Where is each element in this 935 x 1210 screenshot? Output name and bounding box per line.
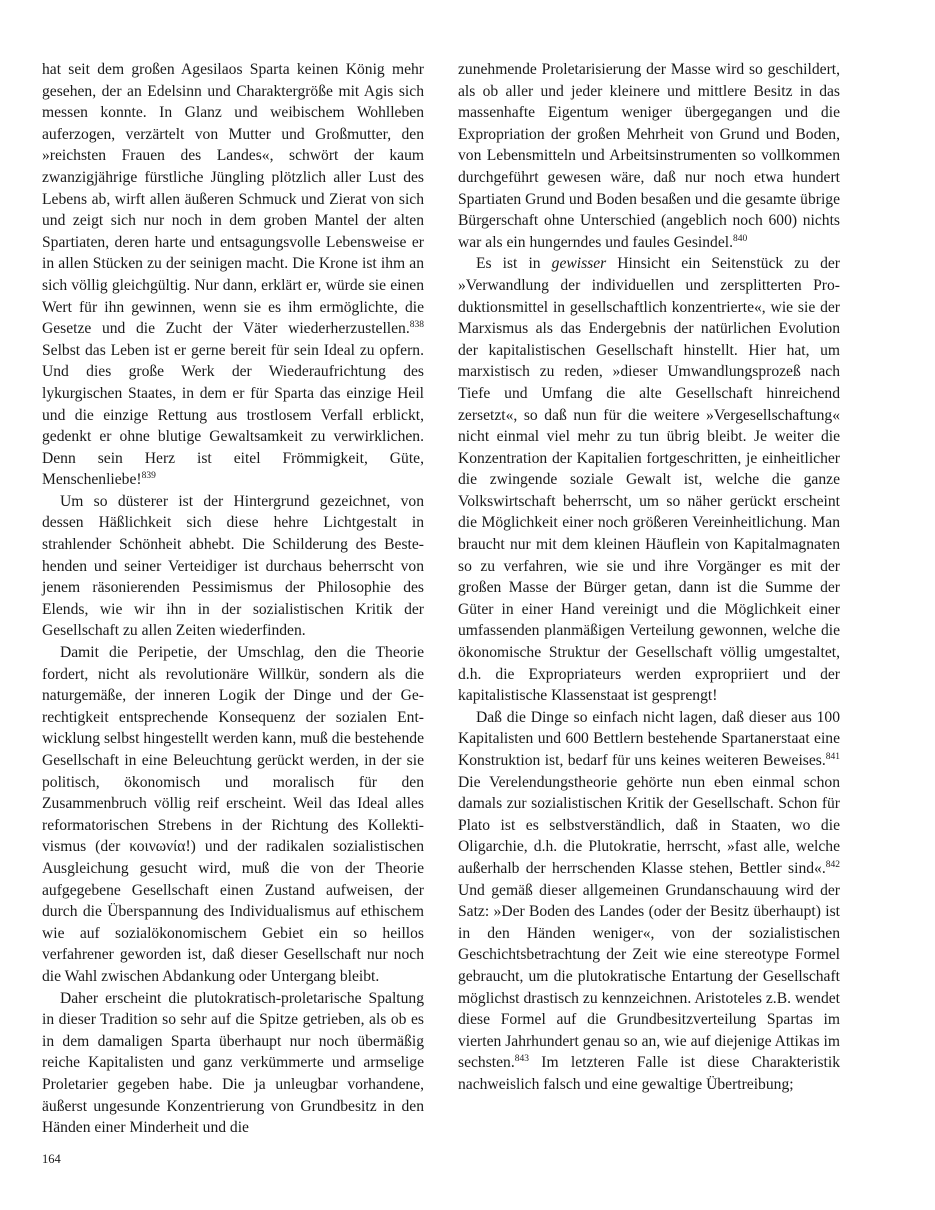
footnote-marker[interactable]: 838	[409, 320, 424, 331]
footnote-marker[interactable]: 840	[732, 233, 748, 244]
footnote-marker[interactable]: 839	[141, 471, 156, 482]
paragraph: Daß die Dinge so einfach nicht lagen, daß dieser aus 100 Kapitalisten und 600 Bettlern bestehende Spartanerstaat eine Konstruktion ist, bedarf für uns keines weiteren Beweises.$^{841}$ Die Verelendungstheorie gehörte nun eben einmal schon damals zur sozialistischen Kritik der Gesellschaft. Schon für Plato ist es selbstverständlich, daß in Staaten, wo die Oligarchie, d.h. die Plutokratie, herrscht, »fast alle, welche außerhalb der herrschenden Klasse stehen, Bettler sind«.$^{842}$ Und gemäß dieser allgemeinen Grundanschauung wird der Satz: »Der Boden des Landes (oder der Besitz überhaupt) ist in den Händen weniger«, von der sozialistischen Geschichtsbetrachtung der Zeit wie eine stereotype Formel gebraucht, um die plutokratische Entartung der Gesellschaft möglichst drastisch zu kennzeichnen. Aristoteles z.B. wendet diese Formel auf die Grundbesitzverteilung Spartas im vierten Jahrhundert genau so an, wie auf diejenige Attikas im sechsten.$^{843}$ Im letzteren Falle ist diese Charakteristik nachweislich falsch und eine gewaltige Übertreibung;	[458, 708, 840, 1093]
paragraph: Damit die Peripetie, der Umschlag, den die Theorie fordert, nicht als revolutionäre Willkür, sondern als die naturgemäße, der inneren Logik der Dinge und der Gerechtigkeit entsprechende Konsequenz der sozialen Entwicklung selbst hingestellt werden kann, muß die bestehende Gesellschaft in eine Beleuchtung gerückt werden, in der sie politisch, ökonomisch und moralisch für den Zusammenbruch völlig reif erscheint. Weil das Ideal alles reformatorischen Strebens in der Richtung des Kollektivismus (der κοινωνία!) und der radikalen sozialistischen Ausgleichung gesucht wird, muß die von der Theorie aufgegebene Gesellschaft einen Zustand aufweisen, der durch die Überspannung des Individualismus auf ethischem wie auf sozialökonomischem Gebiet ein so heillos verfahrener geworden ist, daß dieser Gesellschaft nur noch die Wahl zwischen Abdankung oder Untergang bleibt.	[42, 644, 424, 985]
paragraph: Daher erscheint die plutokratisch-proletarische Spaltung in dieser Tradition so sehr auf die Spitze getrieben, als ob es in dem damaligen Sparta überhaupt nur noch übermäßig reiche Kapitalisten und ganz verkümmerte und armselige Proletarier gegeben habe. Die ja unleugbar vorhandene, äußerst ungesunde Konzentrierung von Grundbesitz in den Händen einer Minderheit und die	[42, 989, 424, 1137]
footnote-marker[interactable]: 843	[514, 1054, 529, 1065]
paragraph: zunehmende Proletarisierung der Masse wird so geschildert, als ob aller und jeder kleinere und mittlere Besitz in das massenhafte Eigentum weniger übergegangen und die Expropriation der großen Mehrheit von Grund und Boden, von Lebensmitteln und Arbeitsinstrumenten so vollkommen durchgeführt gewesen wäre, daß nur noch etwa hundert Spartiaten Grund und Boden besaßen und die gesamte übrige Bürgerschaft ohne Unterschied (angeblich noch 600) nichts war als ein hungerndes und faules Gesindel.$^{840}$	[458, 61, 840, 251]
page-number: 164	[42, 1152, 61, 1166]
left-column	[42, 59, 424, 1139]
paragraph: hat seit dem großen Agesilaos Sparta keinen König mehr gesehen, der an Edelsinn und Charaktergröße mit Agis sich messen konnte. In Glanz und weibischem Wohlleben auferzogen, verzärtelt von Mutter und Großmutter, den »reichsten Frauen des Landes«, schwört der kaum zwanzigjährige fürstliche Jüngling plötzlich aller Lust des Lebens ab, wirft allen äußeren Schmuck und Zierat von sich und zeigt sich nur noch in dem groben Mantel der alten Spartiaten, deren harte und entsagungsvolle Lebensweise er in allen Stücken zu der seinigen macht. Die Krone ist ihm an sich völlig gleichgültig. Nur dann, erklärt er, würde sie einen Wert für ihn gewinnen, wenn sie es ihm ermöglichte, die Gesetze und die Zucht der Väter wiederherzustellen.$^{838}$ Selbst das Leben ist er gerne bereit für sein Ideal zu opfern. Und dies große Werk der Wiederaufrichtung des lykurgischen Staates, in dem er für Sparta das einzige Heil und die einzige Rettung aus trostlosem Verfall erblickt, gedenkt er ohne blutige Gewaltsamkeit zu verwirklichen. Denn sein Herz ist eitel Frömmigkeit, Güte, Menschenliebe!$^{839}$	[42, 61, 424, 489]
paragraph: Es ist in gewisser Hinsicht ein Seitenstück zu der »Verwandlung der individuellen und zersplitterten Produktionsmittel in gesellschaftlich konzentrierte«, wie sie der Marxismus als das Endergebnis der natürlichen Evolution der kapitalistischen Gesellschaft hinstellt. Hier hat, um marxistisch zu reden, »dieser Umwandlungsprozeß nach Tiefe und Umfang die alte Gesellschaft hinreichend zersetzt«, so daß nun für die weitere »Vergesellschaftung« nicht einmal viel mehr zu tun übrig bleibt. Je weiter die Konzentration der Kapitalien fortgeschritten, je einheitlicher die zwingende soziale Gewalt ist, welche die ganze Volkswirtschaft beherrscht, um so näher gerückt erscheint die Möglichkeit einer noch größeren Vereinheitlichung. Man braucht nur mit dem kleinen Häuflein von Kapitalmagnaten so zu verfahren, wie sie und ihre Vorgänger es mit der großen Masse der Bürger getan, dann ist die Summe der Güter in einer Hand vereinigt und die Möglichkeit einer umfassenden planmäßigen Verteilung gewonnen, welche die ökonomische Struktur der Gesellschaft völlig umgestaltet, d.h. die Expropriateurs werden expropriiert und der kapitalistische Klassenstaat ist gesprengt!	[458, 255, 840, 705]
paragraph: Um so düsterer ist der Hintergrund gezeichnet, von dessen Häßlichkeit sich diese hehre Lichtgestalt in strahlender Schönheit abhebt. Die Schilderung des Bestehenden und seiner Verteidiger ist durchaus beherrscht von jenem räsonierenden Pessimismus der Philosophie des Elends, wie wir ihn in der sozialistischen Kritik der Gesellschaft zu allen Zeiten wiederfinden.	[42, 492, 424, 640]
emphasis: gewisser	[551, 255, 607, 273]
right-column	[458, 59, 840, 1096]
footnote-marker[interactable]: 841	[825, 752, 840, 762]
footnote-marker[interactable]: 842	[825, 859, 840, 870]
